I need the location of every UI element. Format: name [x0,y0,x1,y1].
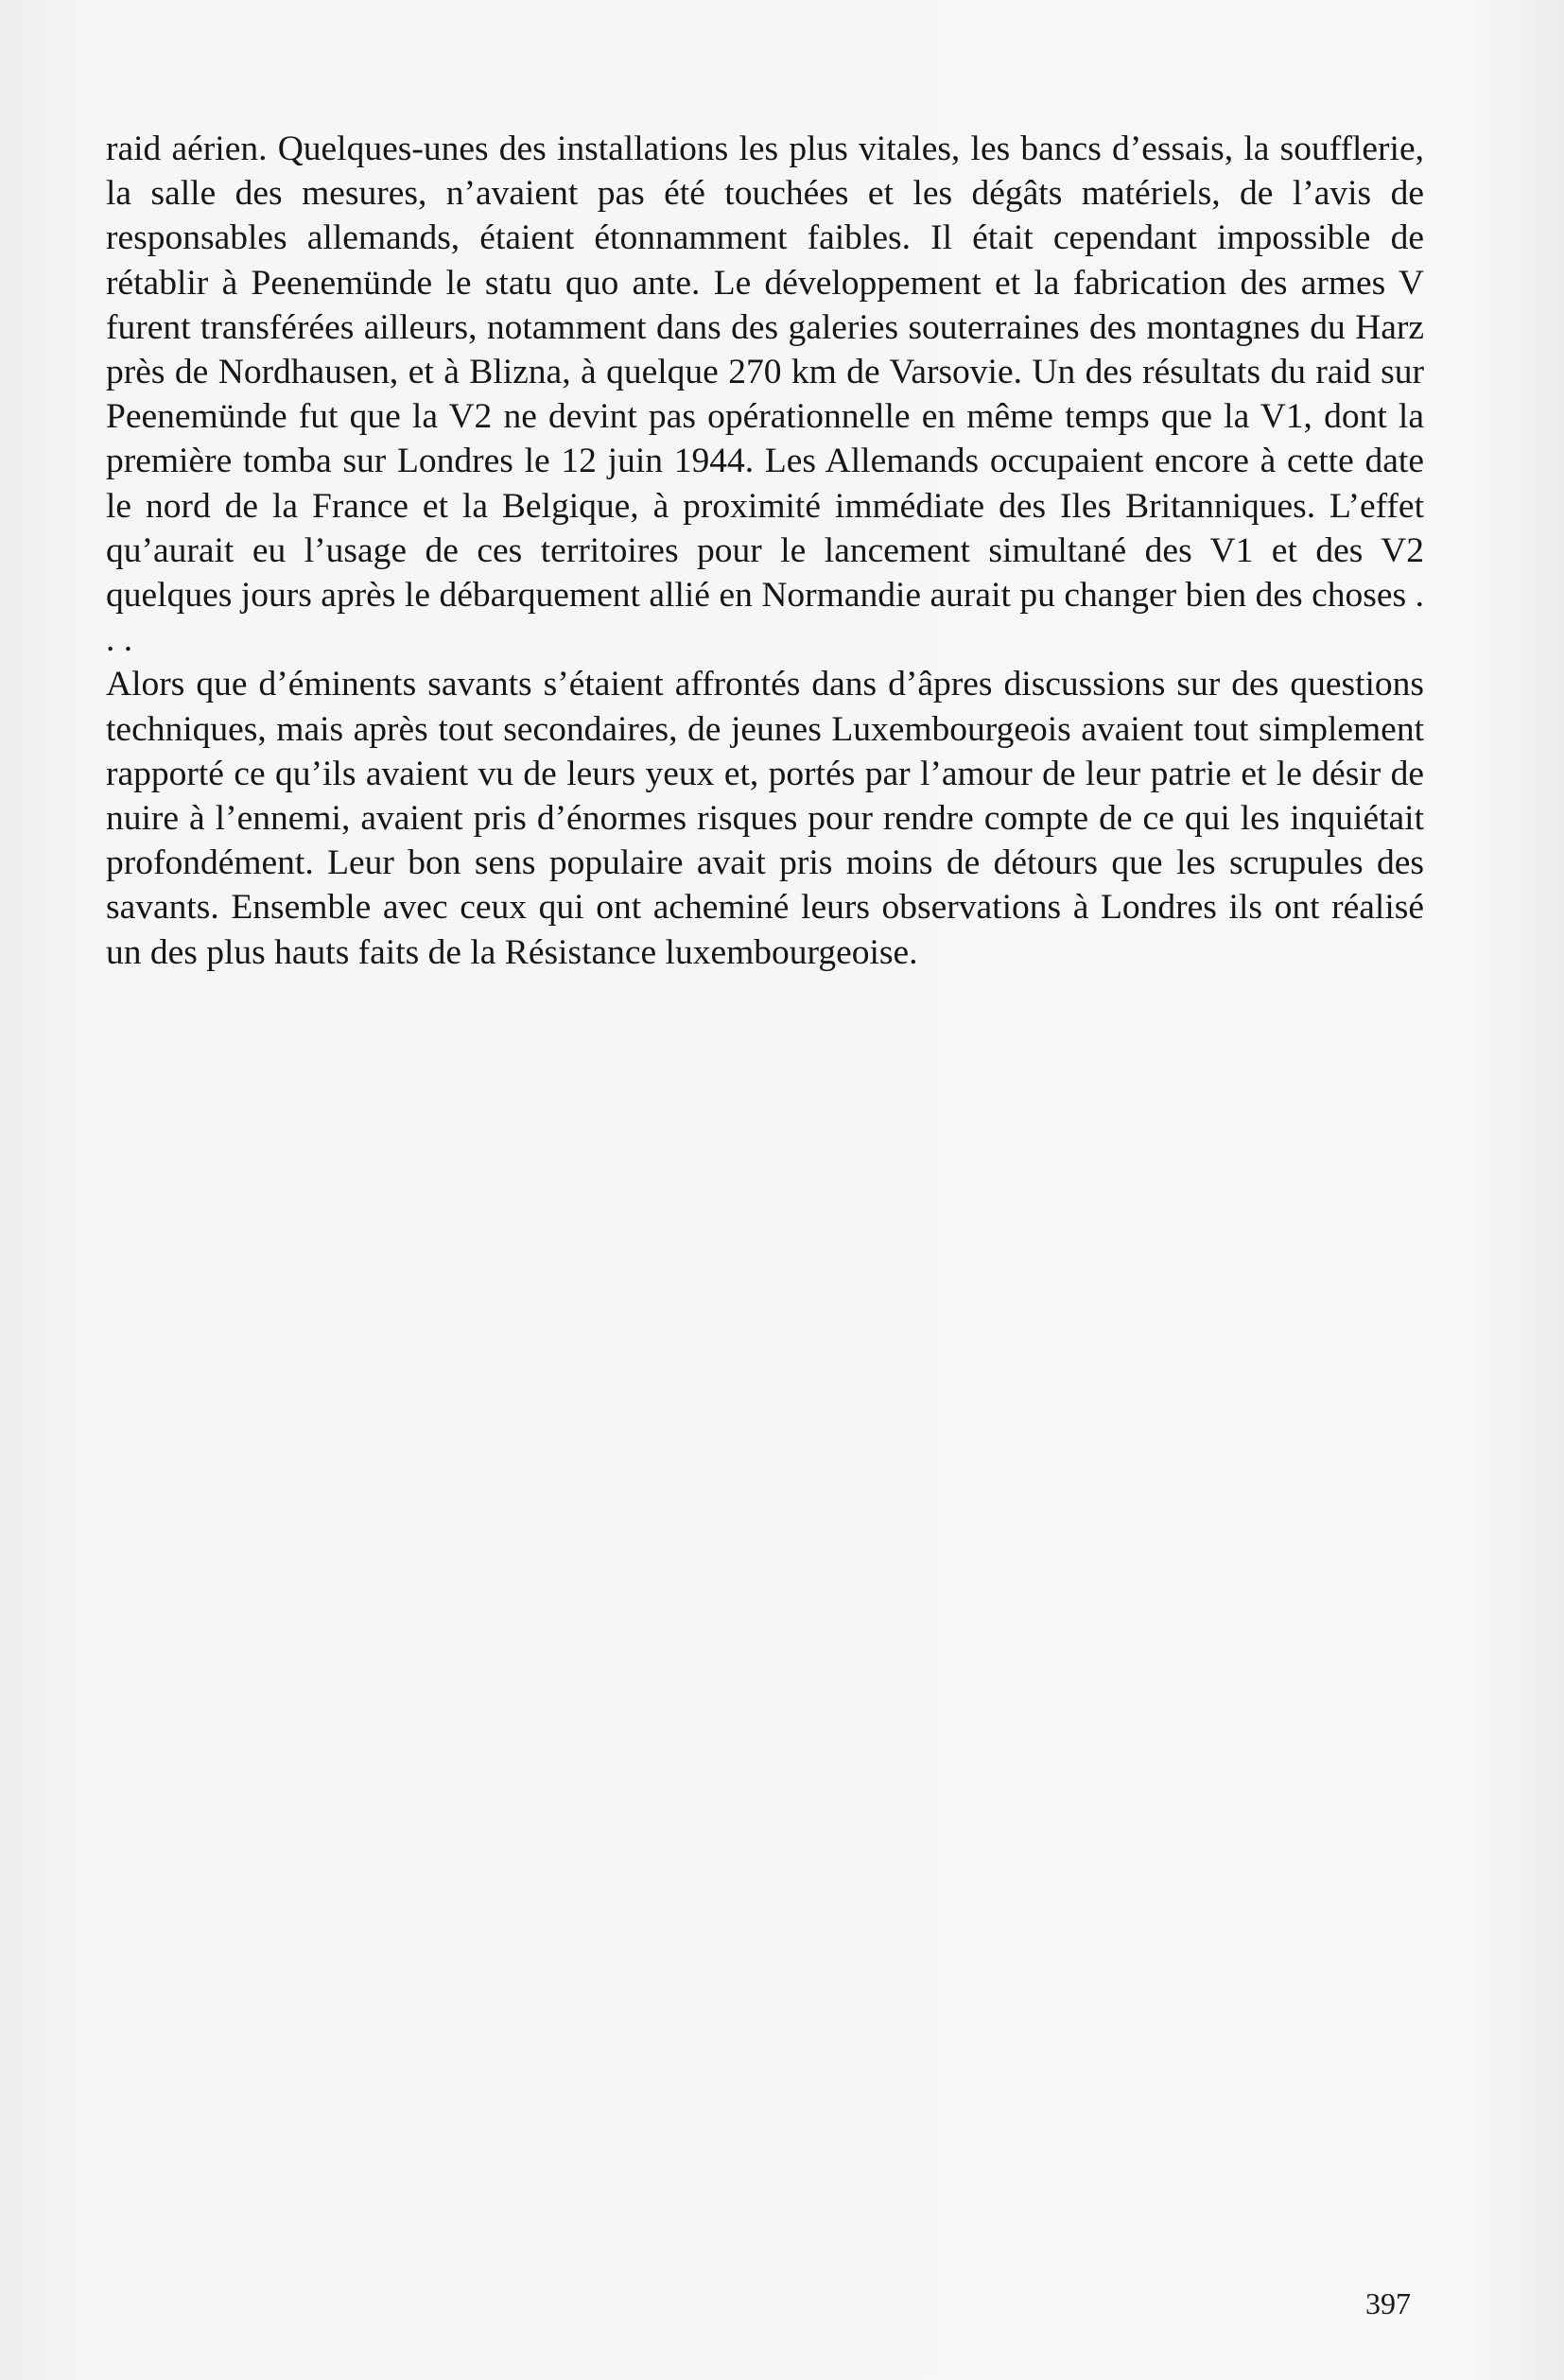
body-text [106,127,1424,975]
paragraph-1: raid aérien. Quelques-unes des installations les plus vitales, les bancs d’essais, la soufflerie, la salle des mesures, n’avaient pas été touchées et les dégâts matériels, de l’avis de responsables allemands, étaient étonnamment faibles. Il était cependant impossible de rétablir à Peenemünde le statu quo ante. Le développement et la fabrication des armes V furent transférées ailleurs, notamment dans des galeries souterraines des montagnes du Harz près de Nordhausen, et à Blizna, à quelque 270 km de Varsovie. Un des résultats du raid sur Peenemünde fut que la V2 ne devint pas opérationnelle en même temps que la V1, dont la première tomba sur Londres le 12 juin 1944. Les Allemands occupaient encore à cette date le nord de la France et la Belgique, à proximité immédiate des Iles Britanniques. L’effet qu’aurait eu l’usage de ces territoires pour le lancement simultané des V1 et des V2 quelques jours après le débarquement allié en Normandie aurait pu changer bien des choses . . . [106,130,1424,660]
page-number: 397 [1365,2286,1411,2320]
paragraph-2: Alors que d’éminents savants s’étaient affrontés dans d’âpres discussions sur des questions techniques, mais après tout secondaires, de jeunes Luxembourgeois avaient tout simplement rapporté ce qu’ils avaient vu de leurs yeux et, portés par l’amour de leur patrie et le désir de nuire à l’ennemi, avaient pris d’énormes risques pour rendre compte de ce qui les inquiétait profondément. Leur bon sens populaire avait pris moins de détours que les scrupules des savants. Ensemble avec ceux qui ont acheminé leurs observations à Londres ils ont réalisé un des plus hauts faits de la Résistance luxembourgeoise. [106,665,1424,972]
